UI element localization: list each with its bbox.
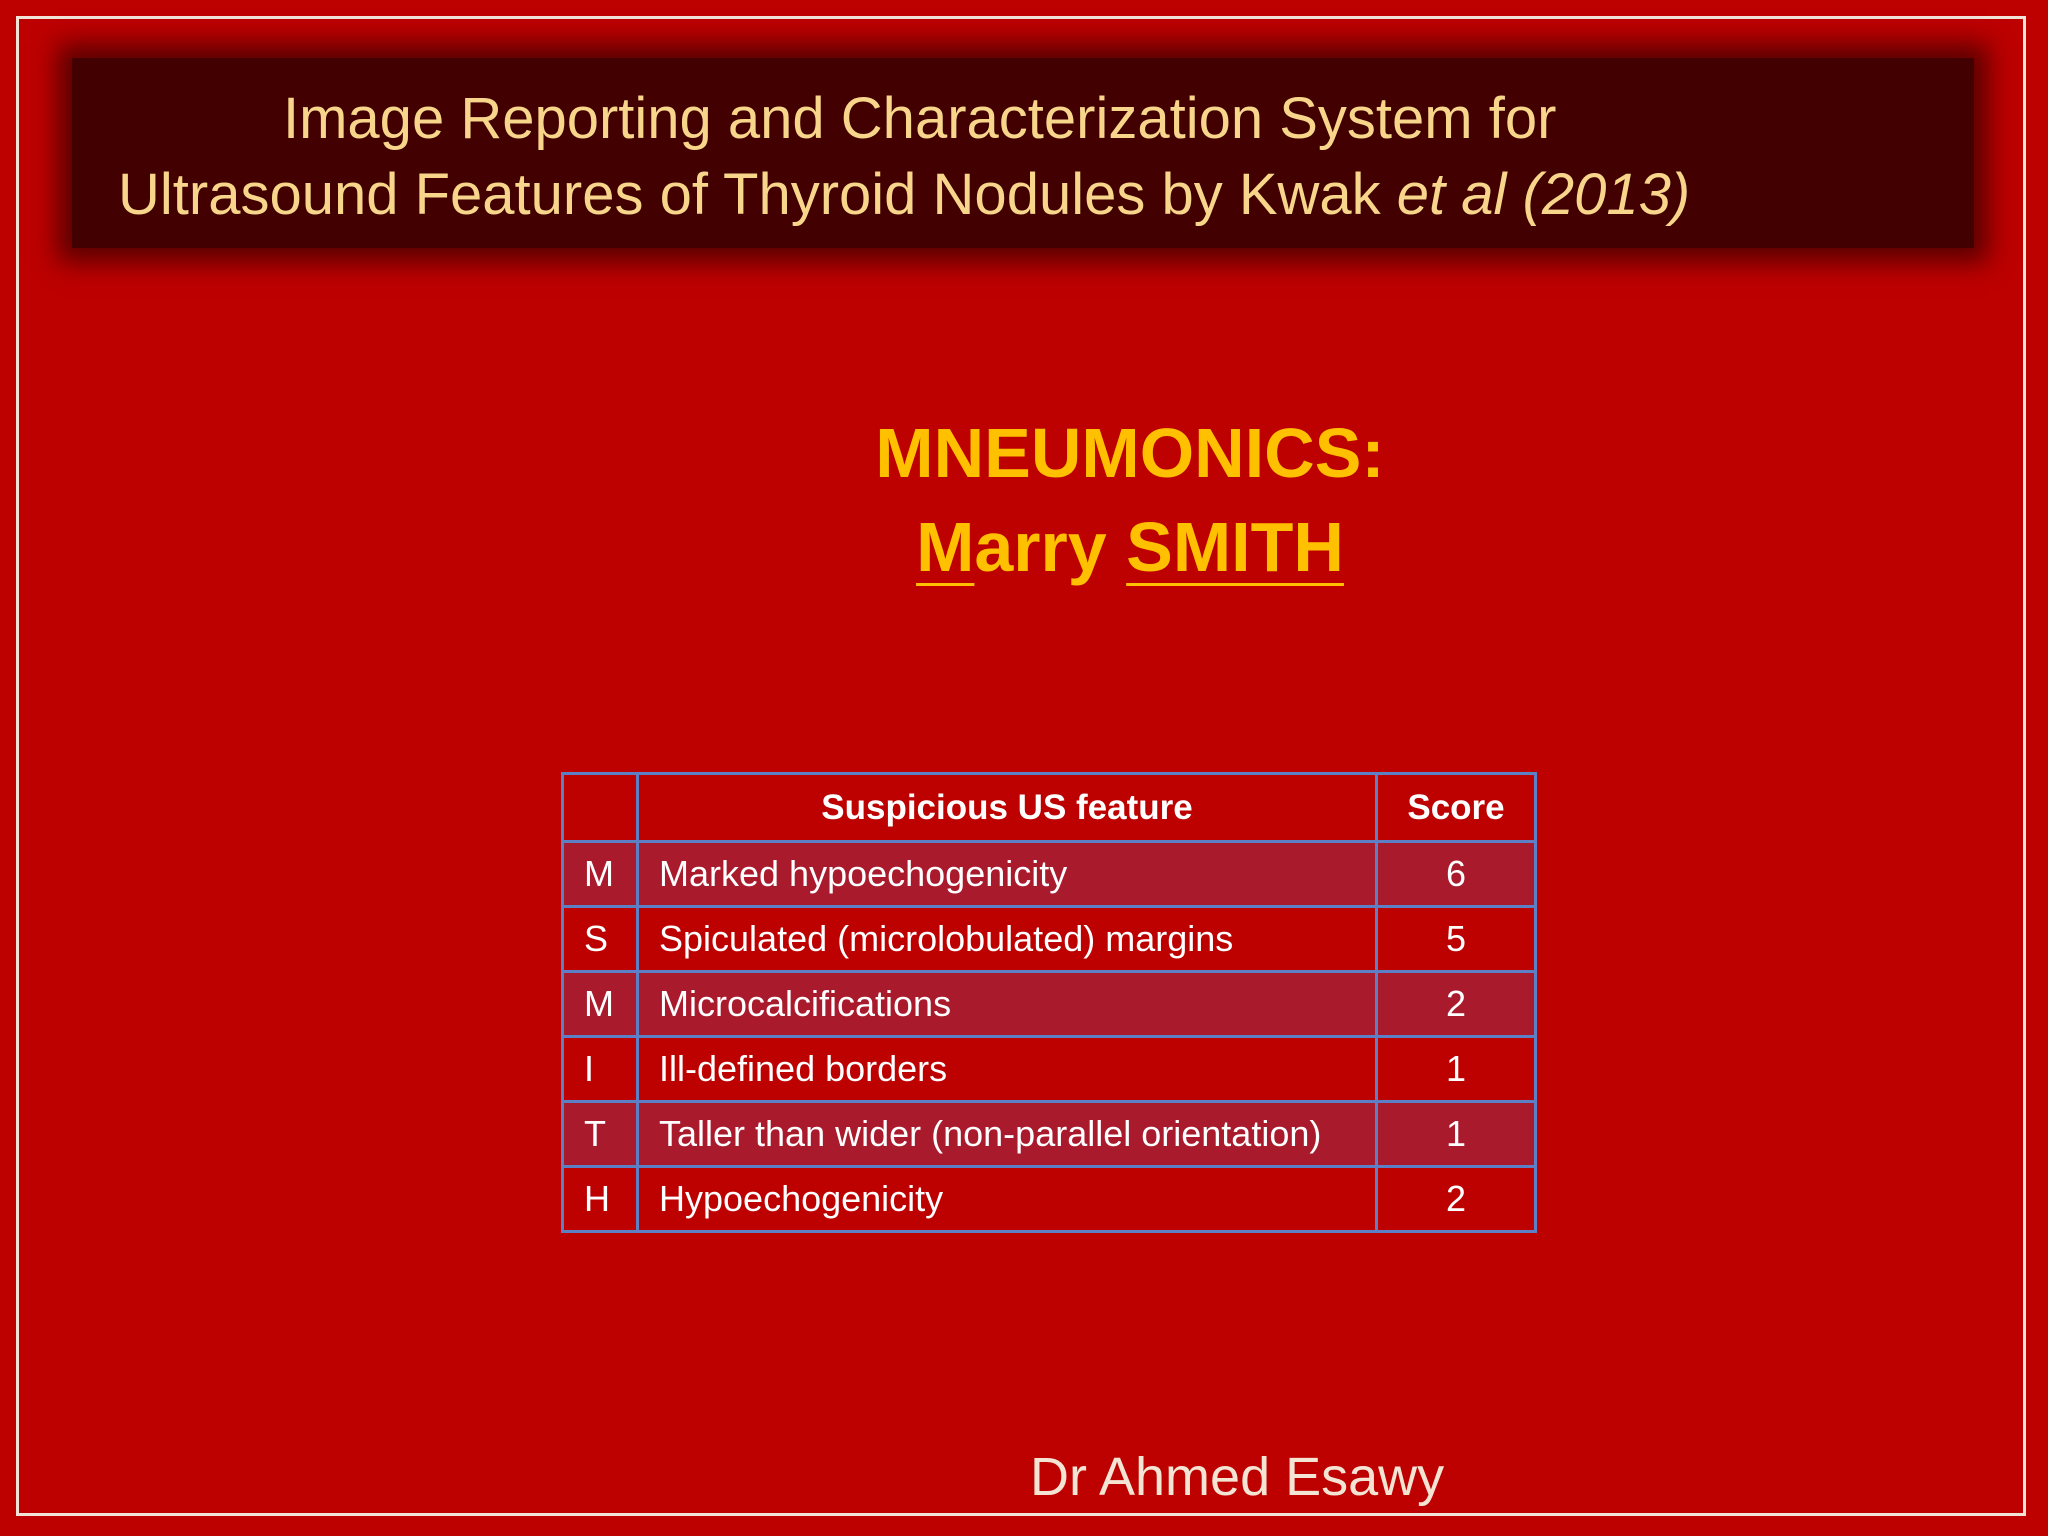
slide-title-line-2 xyxy=(118,162,1691,227)
table-row xyxy=(563,907,1536,972)
row-letter: I xyxy=(563,1037,638,1102)
row-letter: M xyxy=(563,972,638,1037)
header-feature: Suspicious US feature xyxy=(638,774,1377,842)
mnemonic-acronym: SMITH xyxy=(1126,508,1344,586)
row-score: 5 xyxy=(1377,907,1536,972)
row-score: 1 xyxy=(1377,1102,1536,1167)
row-feature: Marked hypoechogenicity xyxy=(638,842,1377,907)
title-line-2-citation: et al (2013) xyxy=(1396,162,1691,227)
header-letter xyxy=(563,774,638,842)
row-feature: Taller than wider (non-parallel orientation) xyxy=(638,1102,1377,1167)
table-row xyxy=(563,1037,1536,1102)
table-row xyxy=(563,972,1536,1037)
row-feature: Ill-defined borders xyxy=(638,1037,1377,1102)
author-name: Dr Ahmed Esawy xyxy=(1030,1447,1445,1507)
mnemonic-heading: MNEUMONICS: xyxy=(875,414,1385,492)
table-row xyxy=(563,842,1536,907)
table-row xyxy=(563,1102,1536,1167)
mnemonic-phrase xyxy=(780,508,1480,586)
row-feature: Spiculated (microlobulated) margins xyxy=(638,907,1377,972)
row-letter: S xyxy=(563,907,638,972)
row-score: 2 xyxy=(1377,972,1536,1037)
suspicious-features-table xyxy=(561,772,1537,1233)
title-line-2-text: Ultrasound Features of Thyroid Nodules by Kwak xyxy=(118,162,1397,227)
row-feature: Hypoechogenicity xyxy=(638,1167,1377,1232)
row-score: 6 xyxy=(1377,842,1536,907)
row-score: 2 xyxy=(1377,1167,1536,1232)
header-score: Score xyxy=(1377,774,1536,842)
row-letter: H xyxy=(563,1167,638,1232)
row-letter: M xyxy=(563,842,638,907)
slide-title-line-1: Image Reporting and Characterization System for xyxy=(283,86,1557,151)
table-header-row xyxy=(563,774,1536,842)
table-row xyxy=(563,1167,1536,1232)
row-feature: Microcalcifications xyxy=(638,972,1377,1037)
row-score: 1 xyxy=(1377,1037,1536,1102)
mnemonic-initial: M xyxy=(916,508,975,586)
row-letter: T xyxy=(563,1102,638,1167)
mnemonic-word-rest: arry xyxy=(974,508,1127,586)
